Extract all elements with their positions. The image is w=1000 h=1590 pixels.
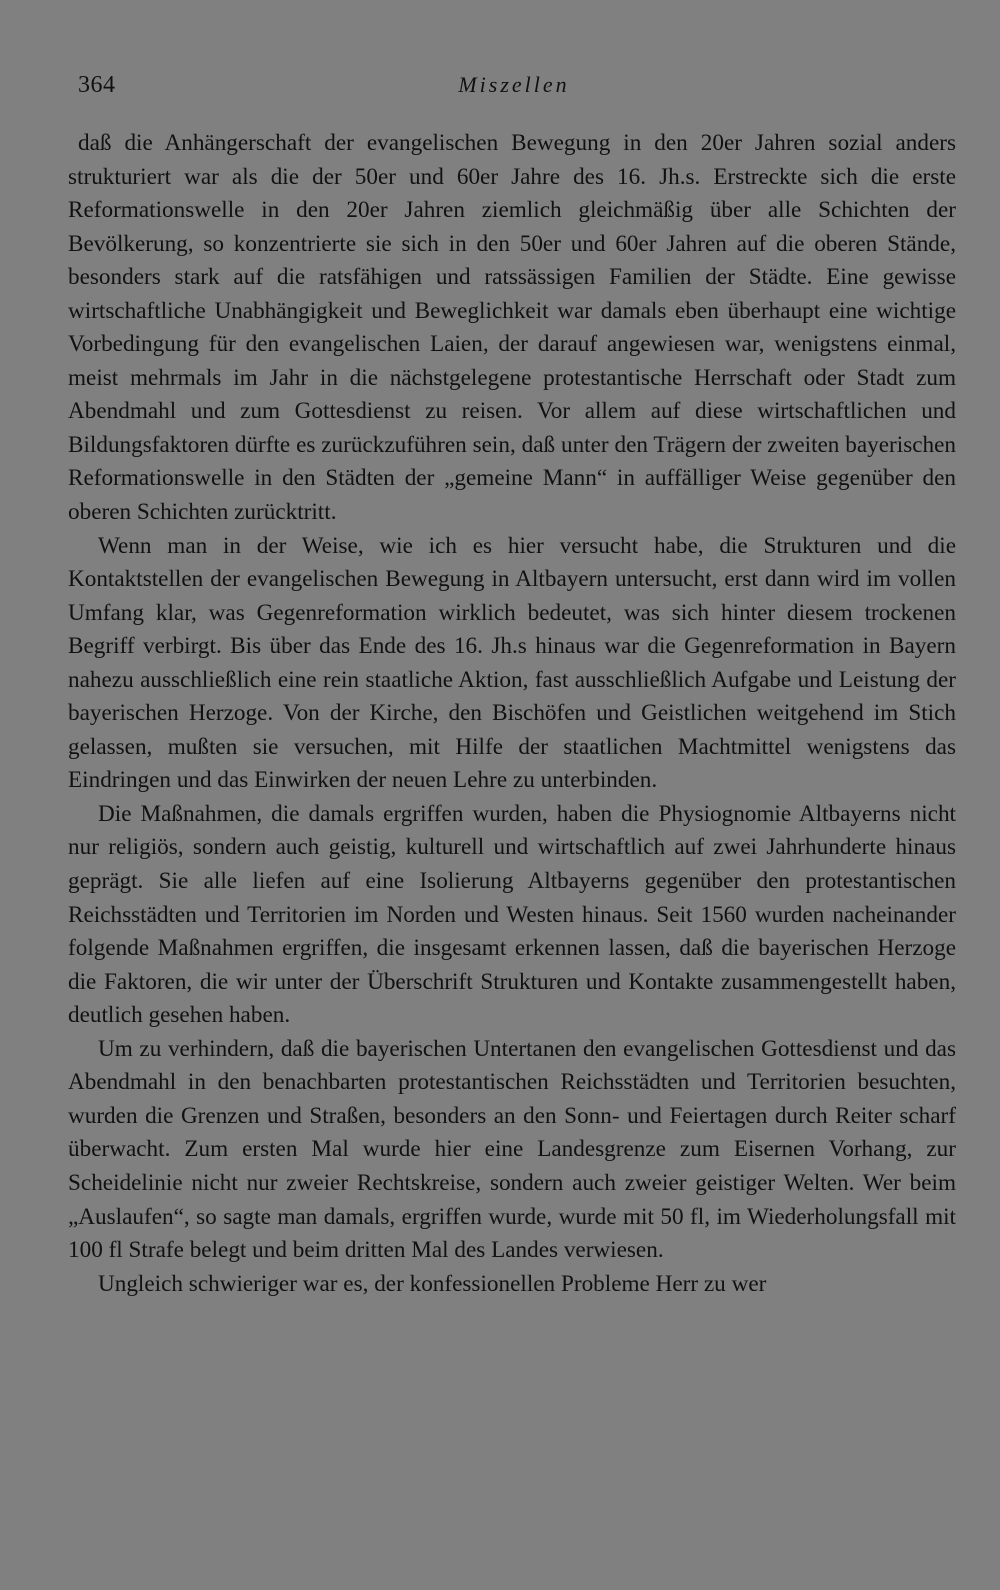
- paragraph: Die Maßnahmen, die damals ergriffen wurden, haben die Physiognomie Altbayerns nicht nur religiös, sondern auch geistig, kulturell und wirtschaftlich auf zwei Jahrhunderte hinaus geprägt. Sie alle liefen auf eine Isolierung Altbayerns gegenüber den protestantischen Reichsstädten und Territorien im Norden und Westen hinaus. Seit 1560 wurden nacheinander folgende Maßnahmen ergriffen, die insgesamt erkennen lassen, daß die bayerischen Herzoge die Faktoren, die wir unter der Überschrift Strukturen und Kontakte zusammengestellt haben, deutlich gesehen haben.: [68, 800, 956, 1029]
- paragraph: Ungleich schwieriger war es, der konfessionellen Probleme Herr zu wer: [98, 1270, 767, 1297]
- page-header: [78, 72, 950, 108]
- paragraph: daß die Anhängerschaft der evangelischen Bewegung in den 20er Jahren sozial anders strukturiert war als die der 50er und 60er Jahre des 16. Jh.s. Erstreckte sich die erste Reformationswelle in den 20er Jahren ziemlich gleichmäßig über alle Schichten der Bevölkerung, so konzentrierte sie sich in den 50er und 60er Jahren auf die oberen Stände, besonders stark auf die ratsfähigen und ratssässigen Familien der Städte. Eine gewisse wirtschaftliche Unabhängigkeit und Beweglichkeit war damals eben überhaupt eine wichtige Vorbedingung für den evangelischen Laien, der darauf angewiesen war, wenigstens einmal, meist mehrmals im Jahr in die nächstgelegene protestantische Herrschaft oder Stadt zum Abendmahl und zum Gottesdienst zu reisen. Vor allem auf diese wirtschaftlichen und Bildungsfaktoren dürfte es zurückzuführen sein, daß unter den Trägern der zweiten bayerischen Reformationswelle in den Städten der „gemeine Mann“ in auffälliger Weise gegenüber den oberen Schichten zurücktritt.: [68, 130, 956, 526]
- body-text: [68, 127, 956, 1301]
- paragraph: Um zu verhindern, daß die bayerischen Untertanen den evangelischen Gottesdienst und das Abendmahl in den benachbarten protestantischen Reichsstädten und Territorien besuchten, wurden die Grenzen und Straßen, besonders an den Sonn- und Feiertagen durch Reiter scharf überwacht. Zum ersten Mal wurde hier eine Landesgrenze zum Eisernen Vorhang, zur Scheidelinie nicht nur zweier Rechtskreise, sondern auch zweier geistiger Welten. Wer beim „Auslaufen“, so sagte man damals, ergriffen wurde, wurde mit 50 fl, im Wiederholungsfall mit 100 fl Strafe belegt und beim dritten Mal des Landes verwiesen.: [68, 1035, 956, 1264]
- running-head: Miszellen: [458, 72, 570, 97]
- paragraph: Wenn man in der Weise, wie ich es hier versucht habe, die Strukturen und die Kontaktstellen der evangelischen Bewegung in Altbayern untersucht, erst dann wird im vollen Umfang klar, was Gegenreformation wirklich bedeutet, was sich hinter diesem trockenen Begriff verbirgt. Bis über das Ende des 16. Jh.s hinaus war die Gegenreformation in Bayern nahezu ausschließlich eine rein staatliche Aktion, fast ausschließlich Aufgabe und Leistung der bayerischen Herzoge. Von der Kirche, den Bischöfen und Geistlichen weitgehend im Stich gelassen, mußten sie versuchen, mit Hilfe der staatlichen Machtmittel wenigstens das Eindringen und das Einwirken der neuen Lehre zu unterbinden.: [68, 532, 956, 794]
- page-number: 364: [78, 72, 116, 98]
